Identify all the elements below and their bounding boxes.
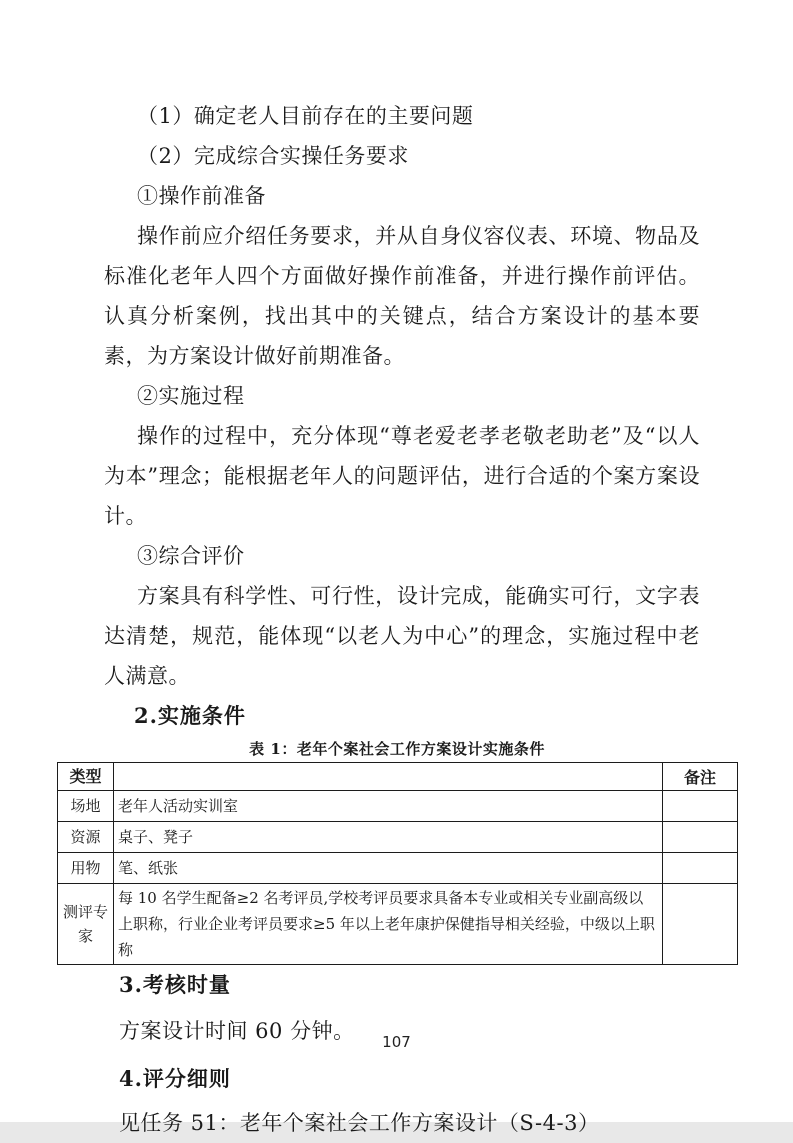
table-cell-main: 老年人活动实训室 <box>114 791 663 822</box>
table-cell-type: 测评专家 <box>58 884 114 965</box>
section-heading-implementation-conditions: 2.实施条件 <box>134 703 246 728</box>
paragraph-step-3-title: ③综合评价 <box>137 544 245 568</box>
table-cell-note <box>663 791 738 822</box>
assessment-time-text: 方案设计时间 60 分钟。 <box>119 1019 355 1043</box>
paragraph-item-1: （1）确定老人目前存在的主要问题 <box>137 104 474 128</box>
table-row-venue <box>58 791 738 822</box>
implementation-conditions-table <box>57 762 738 965</box>
table-cell-note <box>663 853 738 884</box>
table-cell-note <box>663 822 738 853</box>
table-row-resources <box>58 822 738 853</box>
table-header-row <box>58 763 738 791</box>
table-header-main <box>114 763 663 791</box>
table-cell-type: 用物 <box>58 853 114 884</box>
paragraph-step-3-body: 方案具有科学性、可行性，设计完成，能确实可行，文字表达清楚，规范，能体现“以老人为中心”的理念，实施过程中老人满意。 <box>104 584 700 688</box>
table-cell-main: 桌子、凳子 <box>114 822 663 853</box>
paragraph-step-1-body: 操作前应介绍任务要求，并从自身仪容仪表、环境、物品及标准化老年人四个方面做好操作前准备，并进行操作前评估。认真分析案例，找出其中的关键点，结合方案设计的基本要素，为方案设计做好前期准备。 <box>104 224 700 368</box>
table-row-supplies <box>58 853 738 884</box>
paragraph-step-2-body: 操作的过程中，充分体现“尊老爱老孝老敬老助老”及“以人为本”理念；能根据老年人的问题评估，进行合适的个案方案设计。 <box>104 424 700 528</box>
paragraph-step-2-title: ②实施过程 <box>137 384 245 408</box>
scoring-rules-text: 见任务 51：老年个案社会工作方案设计（S-4-3） <box>119 1111 600 1135</box>
table-cell-note <box>663 884 738 965</box>
table-header-type: 类型 <box>58 763 114 791</box>
paragraph-item-2: （2）完成综合实操任务要求 <box>137 144 409 168</box>
section-heading-scoring-rules: 4.评分细则 <box>119 1066 231 1091</box>
table-row-evaluation-experts <box>58 884 738 965</box>
table-cell-type: 资源 <box>58 822 114 853</box>
table-cell-type: 场地 <box>58 791 114 822</box>
section-heading-assessment-time: 3.考核时量 <box>119 972 231 997</box>
paragraph-step-1-title: ①操作前准备 <box>137 184 266 208</box>
table-cell-main: 笔、纸张 <box>114 853 663 884</box>
table-caption: 表 1：老年个案社会工作方案设计实施条件 <box>249 740 545 758</box>
table-header-note: 备注 <box>663 763 738 791</box>
page-number: 107 <box>382 1033 411 1051</box>
table-cell-main: 每 10 名学生配备≥2 名考评员,学校考评员要求具备本专业或相关专业副高级以上职称，行业企业考评员要求≥5 年以上老年康护保健指导相关经验，中级以上职称 <box>114 884 663 965</box>
